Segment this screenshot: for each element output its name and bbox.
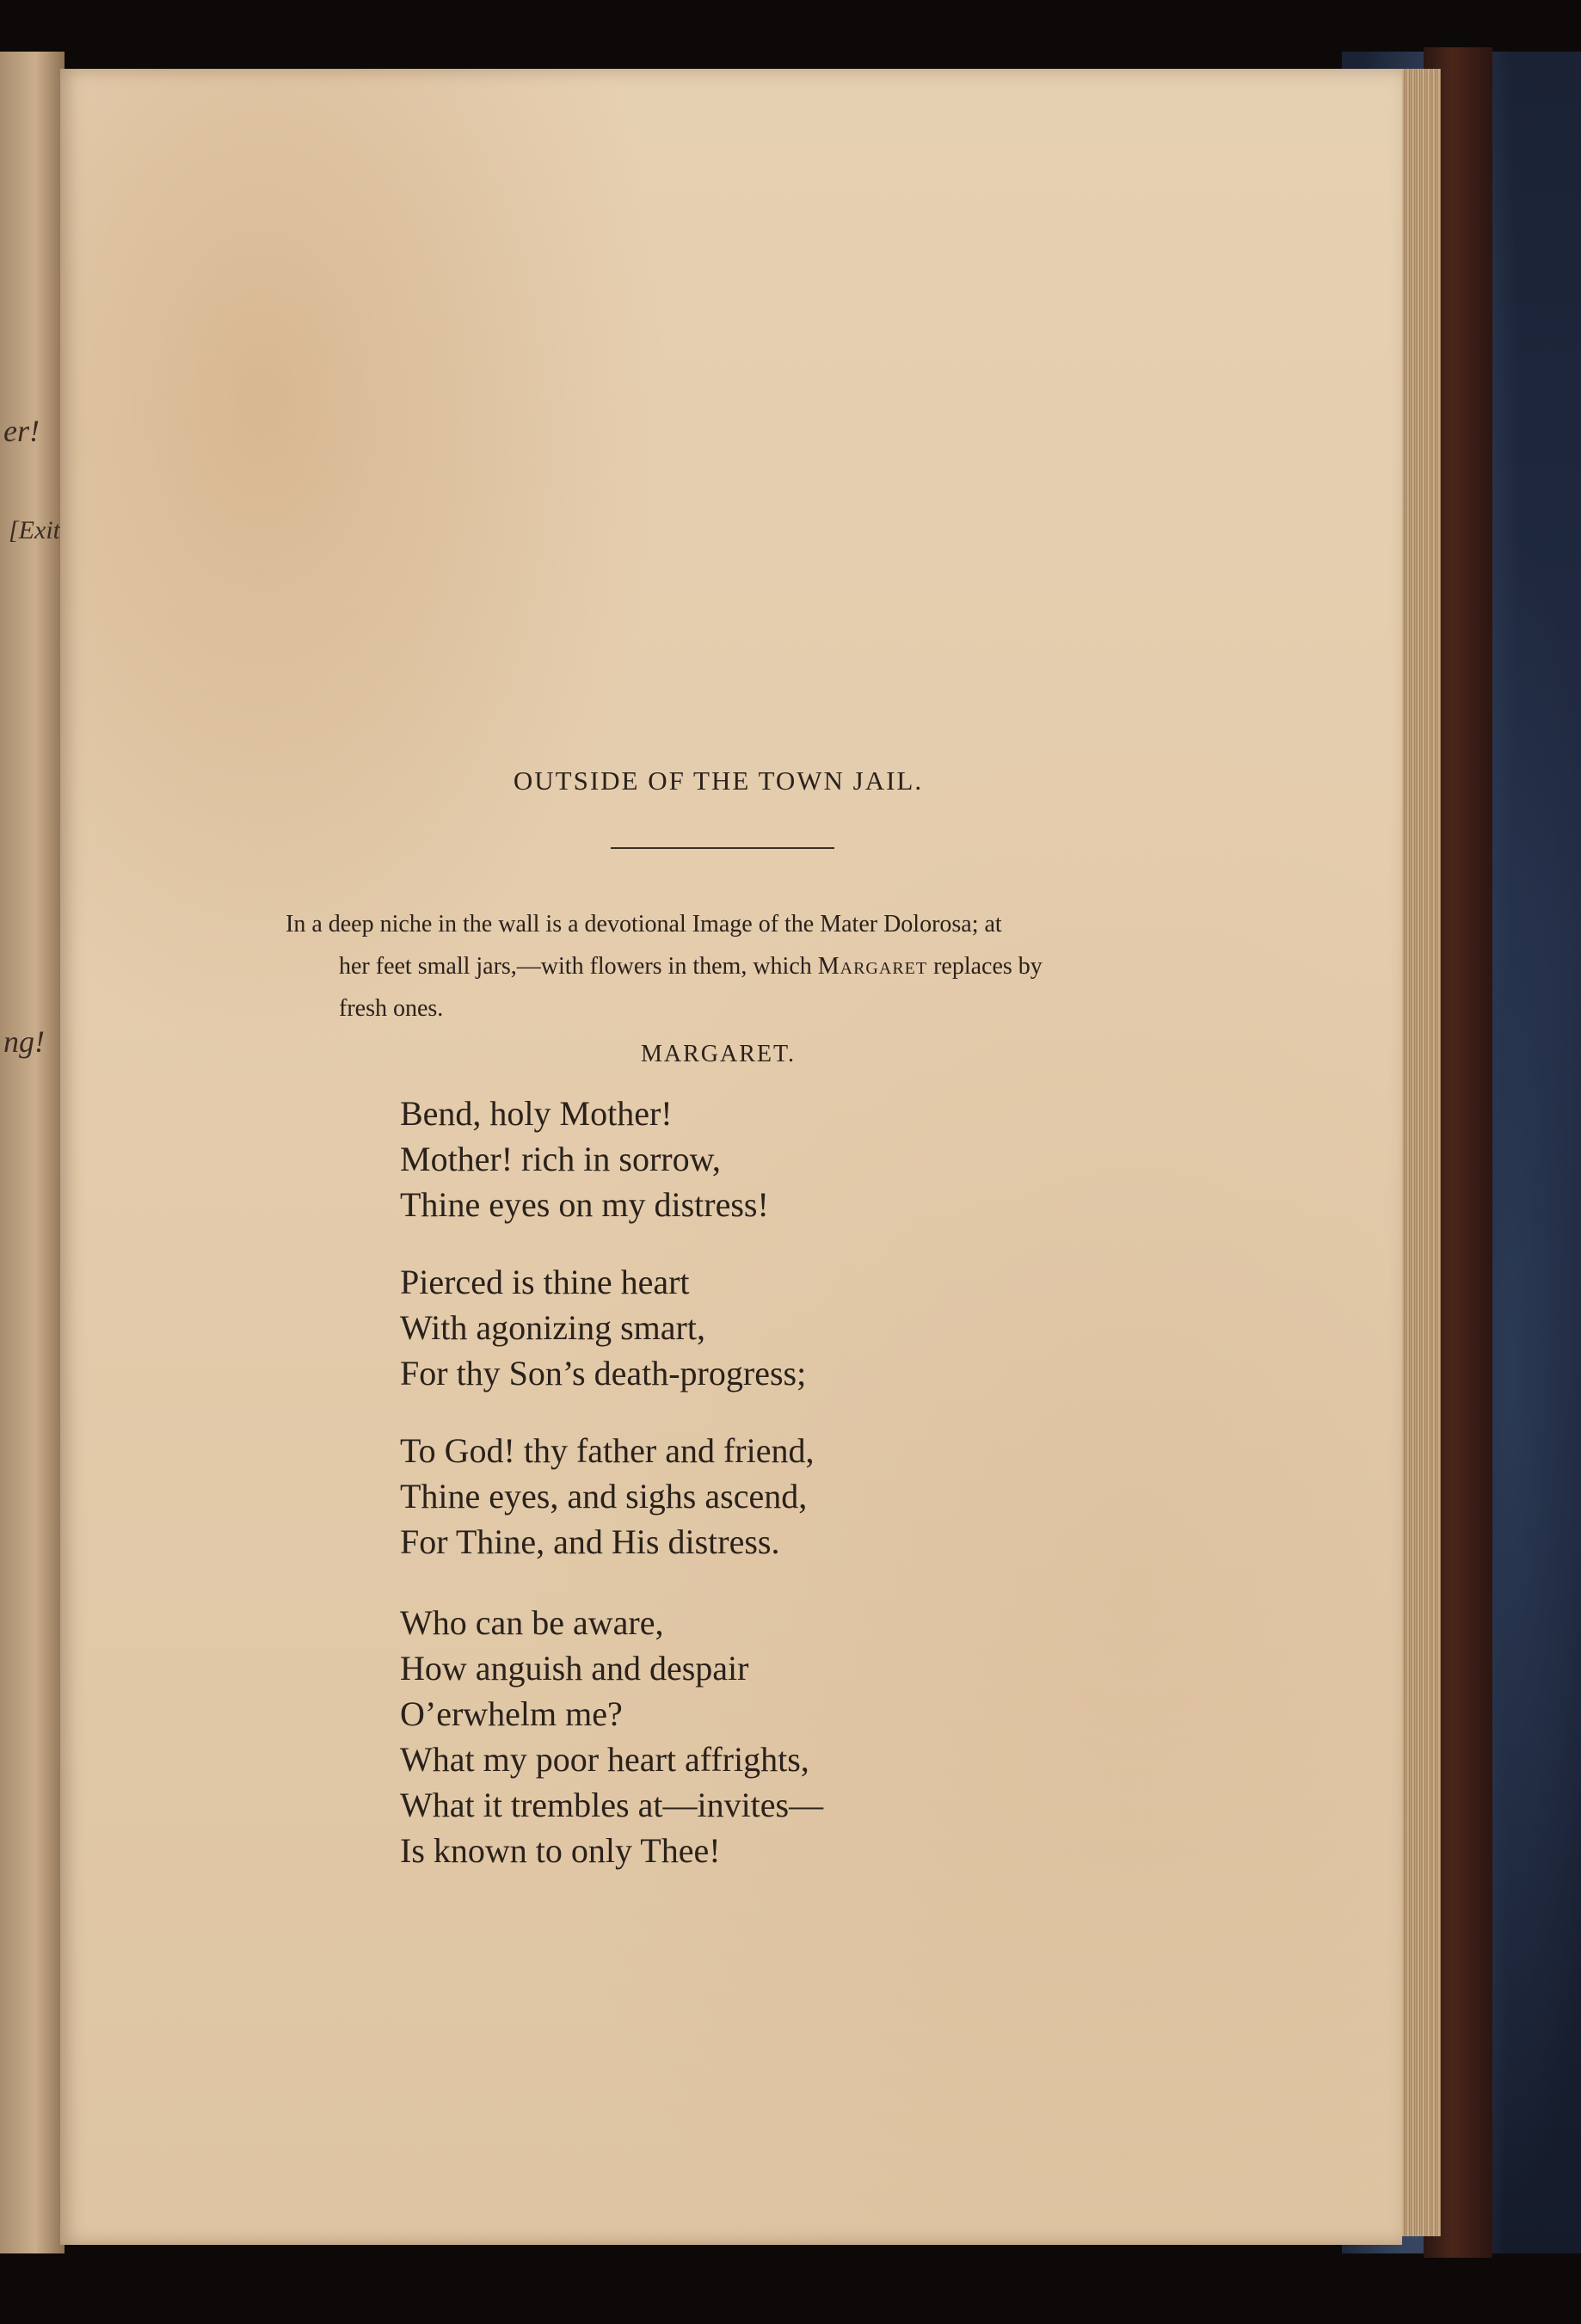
verse-line: Pierced is thine heart bbox=[400, 1263, 690, 1301]
character-name: Margaret bbox=[817, 953, 928, 980]
verse-line: What my poor heart affrights, bbox=[400, 1740, 809, 1779]
verse-line: Thine eyes on my distress! bbox=[400, 1185, 769, 1224]
facing-page-fragment: ng! bbox=[3, 1024, 45, 1059]
stage-direction-line bbox=[286, 945, 1180, 987]
facing-page-fragment: [Exit bbox=[9, 516, 60, 544]
facing-page-fragment: er! bbox=[3, 414, 40, 448]
verse-line: Mother! rich in sorrow, bbox=[400, 1140, 721, 1178]
verse-line: With agonizing smart, bbox=[400, 1308, 705, 1347]
heading-rule bbox=[611, 847, 834, 849]
verse-line: O’erwhelm me? bbox=[400, 1694, 623, 1733]
stage-direction-line: In a deep niche in the wall is a devotional Image of the Mater Dolorosa; at bbox=[286, 911, 1002, 938]
verse-line: Bend, holy Mother! bbox=[400, 1094, 673, 1133]
verse-line: For thy Son’s death-progress; bbox=[400, 1354, 807, 1393]
stanza bbox=[400, 1600, 823, 1873]
verse-line: Thine eyes, and sighs ascend, bbox=[400, 1477, 808, 1516]
book-page bbox=[60, 69, 1402, 2245]
verse-line: How anguish and despair bbox=[400, 1649, 749, 1688]
scene-heading: OUTSIDE OF THE TOWN JAIL. bbox=[513, 765, 924, 796]
verse-line: Is known to only Thee! bbox=[400, 1831, 721, 1870]
stanza bbox=[400, 1428, 814, 1565]
verse-line: For Thine, and His distress. bbox=[400, 1522, 780, 1561]
verse-line: Who can be aware, bbox=[400, 1603, 664, 1642]
speaker-name: MARGARET. bbox=[640, 1041, 797, 1067]
stanza bbox=[400, 1259, 806, 1396]
stage-direction-text: replaces by bbox=[927, 953, 1043, 980]
stage-direction-text: her feet small jars,—with flowers in them, which bbox=[339, 953, 818, 980]
stage-direction-line: fresh ones. bbox=[339, 995, 444, 1022]
verse-line: What it trembles at—invites— bbox=[400, 1786, 824, 1824]
verse-line: To God! thy father and friend, bbox=[400, 1431, 815, 1470]
facing-page-edge bbox=[0, 52, 65, 2253]
stanza bbox=[400, 1091, 769, 1227]
stage-direction bbox=[286, 903, 1180, 1030]
